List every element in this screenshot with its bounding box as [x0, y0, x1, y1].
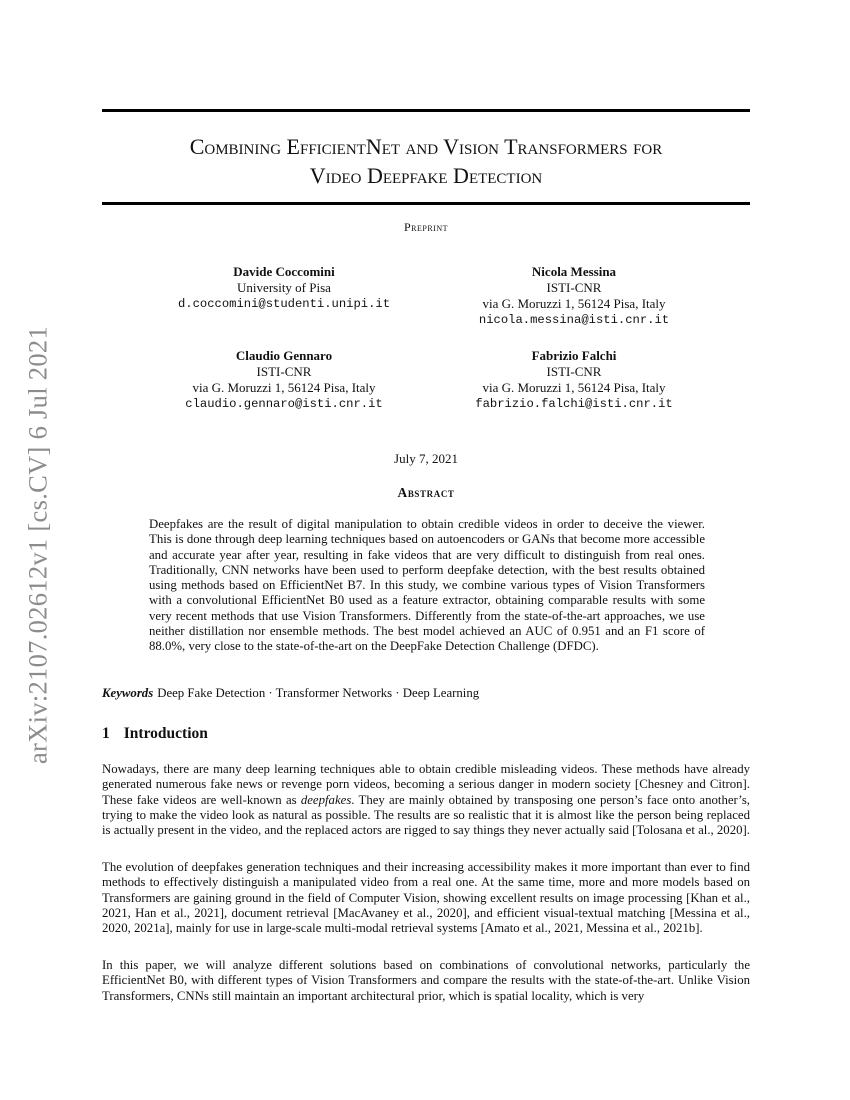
keywords-label: Keywords — [102, 686, 154, 700]
author-address: via G. Moruzzi 1, 56124 Pisa, Italy — [482, 380, 666, 395]
author-affiliation: ISTI-CNR — [256, 364, 312, 379]
intro-paragraph-1-emphasis: deepfakes — [300, 792, 352, 807]
author-name: Claudio Gennaro — [235, 348, 333, 363]
author-name: Nicola Messina — [531, 264, 617, 279]
title-top-rule — [102, 109, 750, 112]
author-address: via G. Moruzzi 1, 56124 Pisa, Italy — [192, 380, 376, 395]
author-email: nicola.messina@isti.cnr.it — [478, 313, 670, 327]
abstract-text: Deepfakes are the result of digital manipulation to obtain credible videos in order to deceive the viewer. This is done through deep learning techniques based on autoencoders or GANs that become more accessible and accurate year after year, resulting in fake videos that are very difficult to distinguish from real ones. Traditionally, CNN networks have been used to perform deepfake detection, with the best results obtained using methods based on EfficientNet B7. In this study, we combine various types of Vision Transformers with a convolutional EfficientNet B0 used as a feature extractor, obtaining comparable results with some very recent methods that use Vision Transformers. Differently from the state-of-the-art approaches, we use neither distillation nor ensemble methods. The best model achieved an AUC of 0.951 and an F1 score of 88.0%, very close to the state-of-the-art on the DeepFake Detection Challenge (DFDC). — [149, 517, 705, 654]
intro-paragraph-1-part-a: Nowadays, there are many deep learning techniques able to obtain credible misleading videos. These methods have already generated numerous fake news or revenge porn videos, becoming a serious danger in modern society [Chesney and Citron]. These fake videos are well-known as — [102, 762, 750, 807]
author-block-falchi — [424, 348, 724, 412]
publication-date: July 7, 2021 — [394, 451, 458, 466]
author-address: via G. Moruzzi 1, 56124 Pisa, Italy — [482, 296, 666, 311]
author-name: Davide Coccomini — [233, 264, 335, 279]
arxiv-identifier-stamp: arXiv:2107.02612v1 [cs.CV] 6 Jul 2021 — [22, 325, 53, 765]
author-block-messina — [424, 264, 724, 328]
section-number: 1 — [102, 725, 110, 742]
intro-paragraph-3: In this paper, we will analyze different solutions based on combinations of convolutional networks, particularly the EfficientNet B0, with different types of Vision Transformers and compare the results with the state-of-the-art. Unlike Vision Transformers, CNNs still maintain an important architectural prior, which is spatial locality, which is very — [102, 958, 750, 1003]
author-block-gennaro — [134, 348, 434, 412]
preprint-label: Preprint — [403, 220, 448, 234]
keywords-text: Deep Fake Detection · Transformer Networks · Deep Learning — [157, 686, 480, 700]
author-block-coccomini — [134, 264, 434, 312]
intro-paragraph-2: The evolution of deepfakes generation techniques and their increasing accessibility makes it more important than ever to find methods to effectively distinguish a manipulated video from a real one. At the same time, more and more models based on Transformers are gaining ground in the field of Computer Vision, showing excellent results on image processing [Khan et al., 2021, Han et al., 2021], document retrieval [MacAvaney et al., 2020], and efficient visual-textual matching [Messina et al., 2020, 2021a], mainly for use in large-scale multi-modal retrieval systems [Amato et al., 2021, Messina et al., 2021b]. — [102, 860, 750, 936]
intro-paragraph-1-part-b: . They are mainly obtained by transposing one person’s face onto another’s, trying to make the video look as natural as possible. The results are so realistic that it is almost like the person being replaced is actually present in the video, and the replaced actors are rigged to say things they never actually said [Tolosana et al., 2020]. — [102, 792, 750, 838]
section-heading-introduction — [102, 725, 208, 743]
author-email: claudio.gennaro@isti.cnr.it — [185, 397, 383, 411]
author-affiliation: University of Pisa — [237, 280, 331, 295]
title-line-1: Combining EfficientNet and Vision Transformers for — [189, 134, 663, 159]
author-affiliation: ISTI-CNR — [546, 364, 602, 379]
author-name: Fabrizio Falchi — [531, 348, 617, 363]
title-bottom-rule — [102, 202, 750, 205]
section-title: Introduction — [123, 725, 208, 742]
intro-paragraph-1 — [102, 762, 750, 838]
keywords-line — [102, 686, 750, 701]
author-email: d.coccomini@studenti.unipi.it — [177, 297, 391, 311]
author-email: fabrizio.falchi@isti.cnr.it — [475, 397, 673, 411]
abstract-heading: Abstract — [397, 485, 455, 500]
author-affiliation: ISTI-CNR — [546, 280, 602, 295]
paper-title — [102, 132, 750, 190]
title-line-2: Video Deepfake Detection — [309, 163, 543, 188]
